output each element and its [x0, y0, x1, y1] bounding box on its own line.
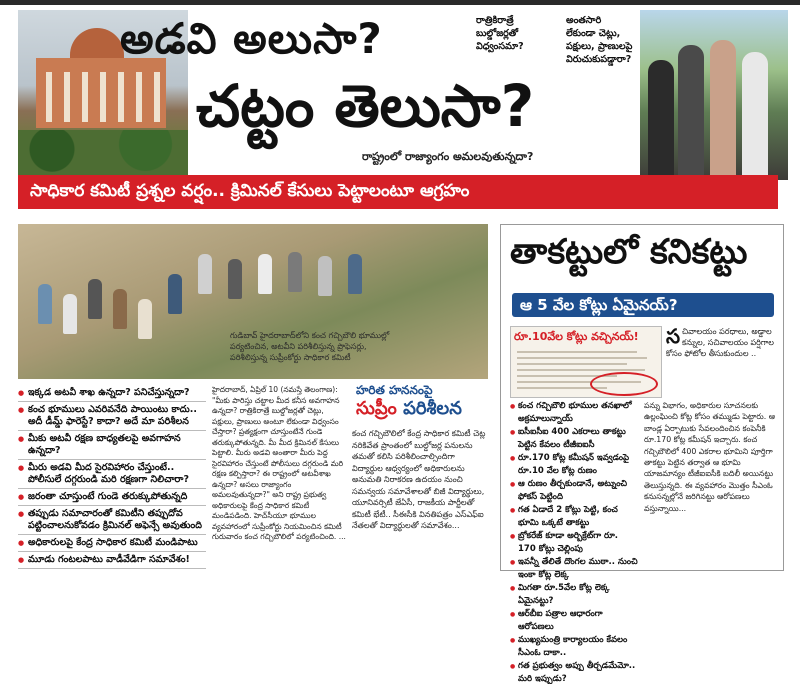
- student-protest-photo: [640, 10, 788, 180]
- harita-headline-blue: పరిశీలన: [396, 398, 462, 419]
- headline-line-1: అడవి అలుసా?: [120, 14, 383, 63]
- list-item: ● మూడు గంటలపాటు వాడీవేడిగా సమావేశం!: [18, 552, 206, 569]
- right-bullet-column: [510, 400, 638, 686]
- right-article-text: పన్ను విభాగం, అధికారుల సూచనలకు ఉల్లంఘించి కోట్ల కోసం తమ్ముడు పెట్టారు. ఆ బాండ్ల ఏర్పాటుకు సేవలందించిన కంపెనీకి రూ.170 కోట్ల కమీషన్ ఇచ్చారు. కంచ గచ్చిబౌలిలో 400 ఎకరాల భూమిని పూర్తిగా తాకట్టు పెట్టిన తర్వాత ఆ భూమి యాజమాన్యం టీజీఐఐసీకి బదిలీ అయినట్టు తెలుస్తున్నది. ఈ వ్యవహారం మొత్తం సీఎంఓ కనుసన్నల్లోనే జరిగినట్టు ఆరోపణలు వస్తున్నాయి...: [644, 401, 775, 513]
- list-item: ● గత ఏడాదే 2 కోట్లు పెట్టి, కంచ భూమి ఒక్కటే తాకట్టు: [510, 504, 638, 530]
- list-item: ● ముఖ్యమంత్రి కార్యాలయం కేవలం సీఎంఓ దాకా..: [510, 634, 638, 660]
- list-item: ● ఇవన్నీ తేలితే దొంగల ముఠా.. నుంచి ఇంకా కోట్ల లెక్క: [510, 556, 638, 582]
- right-intro: [666, 326, 776, 359]
- list-item: ● బ్రోకరేజ్ కూడా అర్బిక్రేట్‌గా రూ. 170 కోట్లు చెల్లింపు: [510, 530, 638, 556]
- harita-headline-red: సుప్రీం: [356, 398, 397, 419]
- right-subhead: ఆ 5 వేల కోట్లు ఏమైనయ్?: [520, 296, 678, 314]
- list-item: ● జరంతా చూస్తుంటే గుండె తరుక్కుపోతున్నది: [18, 489, 206, 506]
- harita-kicker: హరిత హననంపై: [356, 383, 433, 397]
- clipping-highlight-circle: [590, 372, 658, 396]
- right-headline: తాకట్టులో కనికట్టు: [510, 232, 748, 272]
- list-item: ● మిగతా రూ.5వేల కోట్ల లెక్క ఏమైనట్టు?: [510, 582, 638, 608]
- list-item: ● ఆ రుణం తీర్చకుండానే, అట్నుంచి ఫోకస్ పెట్టింది: [510, 478, 638, 504]
- list-item: ● రూ.170 కోట్ల కమీషన్ ఇవ్వడంపై రూ.10 వేల కోట్ల రుణం: [510, 452, 638, 478]
- side-question-1: రాత్రికిరాత్రే బుల్డోజర్లతో విధ్వంసమా?: [476, 15, 524, 52]
- list-item: ● కంచ భూములు ఎవరివనేది పాయింటు కాదు.. అదీ డీమ్డ్ ఫారెస్టే? కాదా? అదే మా పరిశీలన: [18, 402, 206, 431]
- top-dark-strip: [0, 0, 800, 5]
- list-item: ● తప్పుడు సమాచారంతో కమిటీని తప్పుదోవ పట్టించాలనుకోవడం క్రిమినల్ అఫెన్సే అవుతుంది: [18, 506, 206, 535]
- list-item: ● మీరు అడవి మీద సైరవిహారం చేస్తుంటే.. పోలీసులే దగ్గరుండి మరి రక్షణగా నిలిచారా?: [18, 460, 206, 489]
- headline-line-2: చట్టం తెలుసా?: [196, 72, 535, 140]
- harita-body: కంచ గచ్చిబౌలిలో కేంద్ర సాధికార కమిటీ చెట్ల నరికివేత ప్రాంతంలో బుల్డోజర్ల పనులను తమతో కలిసి పరిశీలించాల్సిందిగా విద్యార్థుల ఆధ్వర్యంలో అధికారులను అనుమతి నిరాకరణ ఉదయం నుంచి సమన్వయ సమావేశాలతో బిజీ విద్యార్థులు, యూనివర్సిటీ జేఏసీ, రాజకీయ పార్టీలతో కమిటీ భేటీ.. సీఈసీకి వినతిపత్రం ఎస్‌ఎఫ్‌ఐ నేతలతో విద్యార్థులతో సమావేశం...: [352, 429, 486, 530]
- article-body: హైదరాబాద్, ఏప్రిల్ 10 (నమస్తే తెలంగాణ): "మీకు పారిస్తు చట్టాల మీద కనీస అవగాహన ఉన్నదా? రాత్రికిరాత్రే బుల్డోజర్లతో చెట్లు, పక్షులు, ప్రాణులు అంటూ లేకుండా విధ్వంసం చేస్తారా? ప్రత్యక్షంగా చూస్తుంటేనే గుండె తరుక్కుపోతున్నది. మీ మీద క్రిమినల్ కేసులు పెట్టాలి. మీరు అడవి అంతారా మీరు పెద్ద సైరవిహారం చేస్తుంటే పోలీసులు దగ్గరుండి మరి రక్షణ కల్పిస్తారా? ఈ రాష్ట్రంలో అటవీశాఖ ఉన్నదా? అసలు రాజ్యాంగం అమలవుతున్నదా?" అని రాష్ట్ర ప్రభుత్వ అధికారులపై కేంద్ర సాధికార కమిటీ మండిపడింది. హెచ్‌సీయూ భూముల వ్యవహారంలో సుప్రీంకోర్టు నియమించిన కమిటీ గురువారం కంచ గచ్చిబౌలిలో పర్యటించింది. ...: [212, 385, 346, 541]
- clipping-title: రూ.10వేల కోట్లు వచ్చినయ్!: [514, 330, 639, 343]
- photo-caption: గుడిబావ్ హైదరాబాద్‌లోని కంచ గచ్చిబౌలి భూముల్లో పర్యటించిన, అటవీని పరిశీలిస్తున్న ప్రొఫెసర్లు, పరిశీలిస్తున్న సుప్రీంకోర్టు సాధికార కమిటీ: [230, 331, 390, 362]
- list-item: ● ఆర్‌బీఐ పత్రాల ఆధారంగా ఆరోపణలు: [510, 608, 638, 634]
- list-item: ● ఐసీఐసీఐ 400 ఎకరాలు తాకట్టు పెట్టిన కేవలం టీజీఐఐసీ: [510, 426, 638, 452]
- list-item: ● మీకు అటవీ రక్షణ బాధ్యతలపై అవగాహన ఉన్నదా?: [18, 431, 206, 460]
- article-column: [212, 385, 348, 555]
- court-trees: [18, 130, 188, 178]
- list-item: ● అధికారులపై కేంద్ర సాధికార కమిటీ మండిపాటు: [18, 535, 206, 552]
- list-item: ● కంచ గచ్చిబౌలి భూముల తనఖాలో అక్రమాలున్నాయ్: [510, 400, 638, 426]
- bullet-list: [18, 385, 206, 569]
- court-dome: [70, 28, 124, 62]
- red-banner-text: సాధికార కమిటీ ప్రశ్నల వర్షం.. క్రిమినల్ కేసులు పెట్టాలంటూ ఆగ్రహం: [30, 181, 470, 201]
- side-question-2: అంతసారి లేకుండా చెట్లు, పక్షులు, ప్రాణులపై విరుచుకుపడ్డారా?: [566, 15, 633, 65]
- harita-headline: [356, 398, 462, 423]
- right-intro-text: చివాలయం పరధాలు, అడ్డాల కన్నుల, సచివాలయం పర్షిగాల కోసం ఫోటోల తీసుకుందుల ..: [666, 327, 774, 358]
- headline-subline: రాష్ట్రంలో రాజ్యాంగం అమలవుతున్నదా?: [362, 150, 534, 163]
- drop-cap: స: [666, 324, 681, 348]
- list-item: ● ఇక్కడ అటవీ శాఖ ఉన్నదా? పనిచేస్తున్నదా?: [18, 385, 206, 402]
- list-item: ● గత ప్రభుత్వం అప్పు తీర్చడమేమో.. మరి ఇప్పుడు?: [510, 660, 638, 686]
